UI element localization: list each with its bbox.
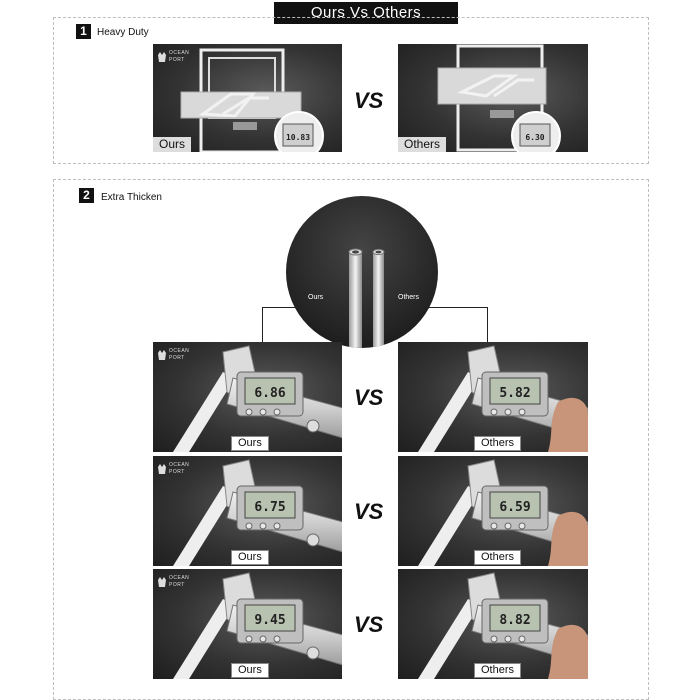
section-label: Heavy Duty: [97, 27, 149, 38]
ours-label: Ours: [231, 663, 269, 678]
others-label: Others: [398, 137, 446, 152]
ours-thickness-photo: [153, 342, 342, 452]
vs-label: VS: [354, 88, 384, 113]
others-thickness-photo: [398, 342, 588, 452]
tube-closeup-image: [286, 196, 438, 348]
others-thickness-photo: [398, 569, 588, 679]
vs-label: VS: [354, 499, 384, 524]
svg-text:5.82: 5.82: [499, 386, 531, 401]
others-thickness-photo: [398, 456, 588, 566]
others-heavy-duty-photo: [398, 44, 588, 152]
svg-text:9.45: 9.45: [254, 613, 286, 628]
tube-closeup-circle: [286, 196, 438, 348]
brand-name-line1: OCEAN: [169, 348, 190, 354]
brand-name-line1: OCEAN: [169, 575, 190, 581]
svg-text:6.30: 6.30: [525, 133, 545, 142]
others-label: Others: [474, 663, 521, 678]
section-label: Extra Thicken: [101, 192, 162, 203]
brand-name-line1: OCEAN: [169, 50, 190, 56]
ours-thickness-photo: [153, 456, 342, 566]
ours-heavy-duty-reading: [153, 44, 342, 152]
ours-thickness-photo: [153, 569, 342, 679]
others-heavy-duty-reading: [398, 44, 588, 152]
svg-text:10.83: 10.83: [285, 133, 311, 142]
circle-others-label: Others: [398, 294, 420, 301]
others-label: Others: [474, 436, 521, 451]
ours-label: Ours: [231, 550, 269, 565]
ours-heavy-duty-photo: [153, 44, 342, 152]
brand-name-line1: OCEAN: [169, 462, 190, 468]
vs-label: VS: [354, 612, 384, 637]
ours-label: Ours: [231, 436, 269, 451]
section-number: 2: [79, 188, 94, 203]
svg-text:6.59: 6.59: [499, 500, 531, 515]
brand-name-line2: PORT: [169, 582, 185, 588]
brand-name-line2: PORT: [169, 355, 185, 361]
brand-name-line2: PORT: [169, 57, 185, 63]
circle-ours-label: Ours: [308, 294, 324, 301]
ours-label: Ours: [153, 137, 191, 152]
svg-text:6.86: 6.86: [254, 386, 286, 401]
svg-text:8.82: 8.82: [499, 613, 531, 628]
brand-name-line2: PORT: [169, 469, 185, 475]
section-number: 1: [76, 24, 91, 39]
others-label: Others: [474, 550, 521, 565]
page-title: Ours Vs Others: [274, 2, 458, 24]
vs-label: VS: [354, 385, 384, 410]
svg-text:6.75: 6.75: [254, 500, 286, 515]
